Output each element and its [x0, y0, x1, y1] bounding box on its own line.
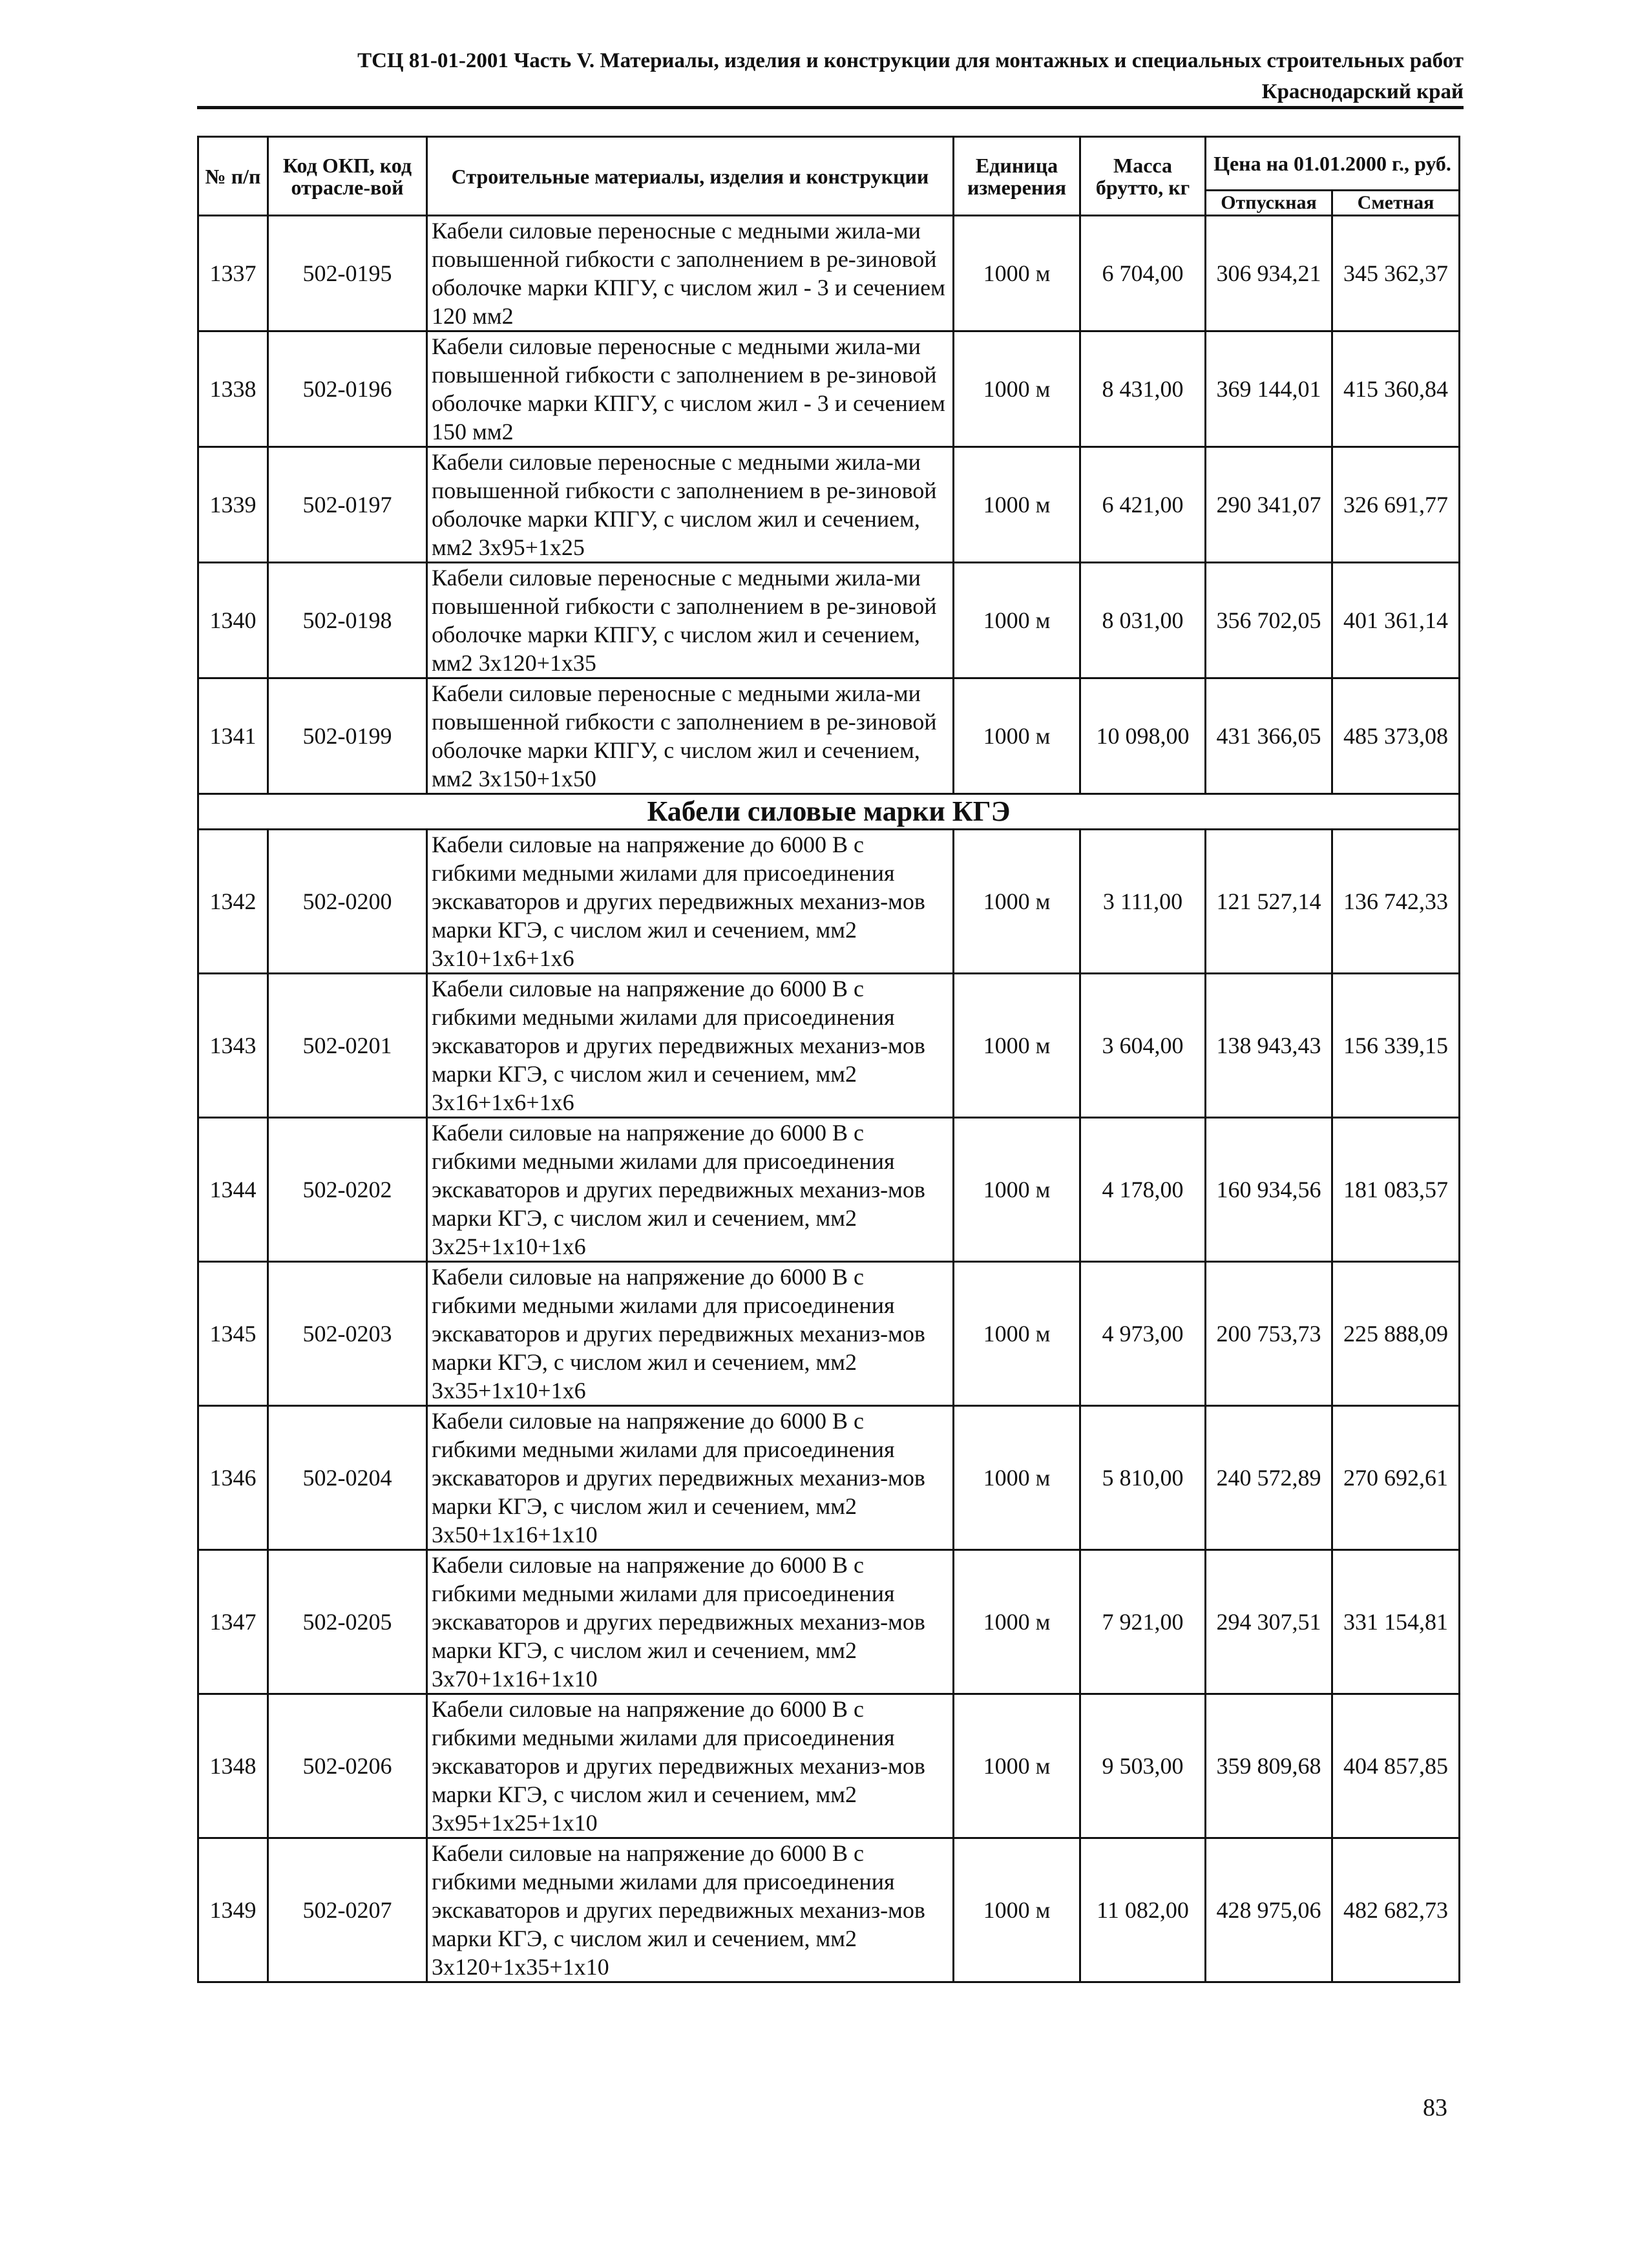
okp-code: 502-0197 — [268, 447, 427, 563]
page-number: 83 — [1423, 2094, 1447, 2121]
section-row — [198, 794, 1460, 830]
material-description: Кабели силовые переносные с медными жила-ми повышенной гибкости с заполнением в ре-зиновой оболочке марки КПГУ, с числом жил - 3 и сечением 150 мм2 — [427, 331, 954, 447]
okp-code: 502-0203 — [268, 1262, 427, 1406]
table-row — [198, 216, 1460, 331]
row-number: 1347 — [198, 1550, 268, 1694]
gross-mass: 6 421,00 — [1080, 447, 1206, 563]
table-row — [198, 1694, 1460, 1838]
okp-code: 502-0207 — [268, 1838, 427, 1982]
table-header-row — [198, 137, 1460, 191]
estimate-price: 404 857,85 — [1332, 1694, 1460, 1838]
table-row — [198, 563, 1460, 678]
table-body-kge — [198, 830, 1460, 1982]
unit-of-measure: 1000 м — [954, 1262, 1080, 1406]
page-header — [197, 45, 1464, 107]
unit-of-measure: 1000 м — [954, 678, 1080, 794]
material-description: Кабели силовые на напряжение до 6000 В с гибкими медными жилами для присоединения экскаваторов и других передвижных механиз-мов марки КГЭ, с числом жил и сечением, мм2 3х35+1х10+1х6 — [427, 1262, 954, 1406]
okp-code: 502-0201 — [268, 974, 427, 1118]
release-price: 431 366,05 — [1206, 678, 1332, 794]
gross-mass: 4 178,00 — [1080, 1118, 1206, 1262]
release-price: 306 934,21 — [1206, 216, 1332, 331]
table-row — [198, 830, 1460, 974]
col-header-desc: Строительные материалы, изделия и конструкции — [427, 137, 954, 216]
release-price: 121 527,14 — [1206, 830, 1332, 974]
gross-mass: 9 503,00 — [1080, 1694, 1206, 1838]
material-description: Кабели силовые на напряжение до 6000 В с гибкими медными жилами для присоединения экскаваторов и других передвижных механиз-мов марки КГЭ, с числом жил и сечением, мм2 3х16+1х6+1х6 — [427, 974, 954, 1118]
header-title: ТСЦ 81-01-2001 Часть V. Материалы, изделия и конструкции для монтажных и специальных строительных работ — [357, 49, 1464, 72]
row-number: 1341 — [198, 678, 268, 794]
row-number: 1349 — [198, 1838, 268, 1982]
unit-of-measure: 1000 м — [954, 1550, 1080, 1694]
gross-mass: 11 082,00 — [1080, 1838, 1206, 1982]
estimate-price: 345 362,37 — [1332, 216, 1460, 331]
okp-code: 502-0205 — [268, 1550, 427, 1694]
material-description: Кабели силовые на напряжение до 6000 В с гибкими медными жилами для присоединения экскаваторов и других передвижных механиз-мов марки КГЭ, с числом жил и сечением, мм2 3х10+1х6+1х6 — [427, 830, 954, 974]
okp-code: 502-0195 — [268, 216, 427, 331]
unit-of-measure: 1000 м — [954, 1406, 1080, 1550]
col-header-num: № п/п — [198, 137, 268, 216]
row-number: 1348 — [198, 1694, 268, 1838]
estimate-price: 482 682,73 — [1332, 1838, 1460, 1982]
row-number: 1346 — [198, 1406, 268, 1550]
estimate-price: 331 154,81 — [1332, 1550, 1460, 1694]
table-row — [198, 678, 1460, 794]
gross-mass: 3 111,00 — [1080, 830, 1206, 974]
gross-mass: 6 704,00 — [1080, 216, 1206, 331]
gross-mass: 4 973,00 — [1080, 1262, 1206, 1406]
material-description: Кабели силовые переносные с медными жила-ми повышенной гибкости с заполнением в ре-зиновой оболочке марки КПГУ, с числом жил и сечением, мм2 3х120+1х35 — [427, 563, 954, 678]
release-price: 200 753,73 — [1206, 1262, 1332, 1406]
row-number: 1340 — [198, 563, 268, 678]
material-description: Кабели силовые переносные с медными жила-ми повышенной гибкости с заполнением в ре-зиновой оболочке марки КПГУ, с числом жил - 3 и сечением 120 мм2 — [427, 216, 954, 331]
gross-mass: 8 031,00 — [1080, 563, 1206, 678]
unit-of-measure: 1000 м — [954, 216, 1080, 331]
row-number: 1342 — [198, 830, 268, 974]
table-row — [198, 974, 1460, 1118]
material-description: Кабели силовые переносные с медными жила-ми повышенной гибкости с заполнением в ре-зиновой оболочке марки КПГУ, с числом жил и сечением, мм2 3х150+1х50 — [427, 678, 954, 794]
okp-code: 502-0200 — [268, 830, 427, 974]
okp-code: 502-0198 — [268, 563, 427, 678]
release-price: 356 702,05 — [1206, 563, 1332, 678]
release-price: 359 809,68 — [1206, 1694, 1332, 1838]
gross-mass: 8 431,00 — [1080, 331, 1206, 447]
row-number: 1344 — [198, 1118, 268, 1262]
section-title: Кабели силовые марки КГЭ — [198, 794, 1460, 830]
table-row — [198, 447, 1460, 563]
estimate-price: 270 692,61 — [1332, 1406, 1460, 1550]
release-price: 290 341,07 — [1206, 447, 1332, 563]
unit-of-measure: 1000 м — [954, 830, 1080, 974]
estimate-price: 225 888,09 — [1332, 1262, 1460, 1406]
col-header-estimate-price: Сметная — [1332, 191, 1460, 216]
price-table — [197, 136, 1460, 1983]
estimate-price: 401 361,14 — [1332, 563, 1460, 678]
header-region: Краснодарский край — [1261, 80, 1464, 103]
release-price: 428 975,06 — [1206, 1838, 1332, 1982]
unit-of-measure: 1000 м — [954, 1118, 1080, 1262]
gross-mass: 5 810,00 — [1080, 1406, 1206, 1550]
table-row — [198, 1838, 1460, 1982]
gross-mass: 7 921,00 — [1080, 1550, 1206, 1694]
release-price: 160 934,56 — [1206, 1118, 1332, 1262]
unit-of-measure: 1000 м — [954, 331, 1080, 447]
table-section — [198, 794, 1460, 830]
estimate-price: 326 691,77 — [1332, 447, 1460, 563]
table-row — [198, 1262, 1460, 1406]
okp-code: 502-0204 — [268, 1406, 427, 1550]
col-header-release-price: Отпускная — [1206, 191, 1332, 216]
unit-of-measure: 1000 м — [954, 447, 1080, 563]
estimate-price: 415 360,84 — [1332, 331, 1460, 447]
unit-of-measure: 1000 м — [954, 563, 1080, 678]
gross-mass: 10 098,00 — [1080, 678, 1206, 794]
okp-code: 502-0206 — [268, 1694, 427, 1838]
material-description: Кабели силовые переносные с медными жила-ми повышенной гибкости с заполнением в ре-зиновой оболочке марки КПГУ, с числом жил и сечением, мм2 3х95+1х25 — [427, 447, 954, 563]
release-price: 294 307,51 — [1206, 1550, 1332, 1694]
release-price: 369 144,01 — [1206, 331, 1332, 447]
col-header-code: Код ОКП, код отрасле-вой — [268, 137, 427, 216]
estimate-price: 181 083,57 — [1332, 1118, 1460, 1262]
okp-code: 502-0199 — [268, 678, 427, 794]
material-description: Кабели силовые на напряжение до 6000 В с гибкими медными жилами для присоединения экскаваторов и других передвижных механиз-мов марки КГЭ, с числом жил и сечением, мм2 3х70+1х16+1х10 — [427, 1550, 954, 1694]
gross-mass: 3 604,00 — [1080, 974, 1206, 1118]
release-price: 240 572,89 — [1206, 1406, 1332, 1550]
okp-code: 502-0202 — [268, 1118, 427, 1262]
table-row — [198, 1118, 1460, 1262]
table-row — [198, 1406, 1460, 1550]
unit-of-measure: 1000 м — [954, 974, 1080, 1118]
table-row — [198, 1550, 1460, 1694]
row-number: 1343 — [198, 974, 268, 1118]
row-number: 1338 — [198, 331, 268, 447]
estimate-price: 136 742,33 — [1332, 830, 1460, 974]
estimate-price: 156 339,15 — [1332, 974, 1460, 1118]
row-number: 1339 — [198, 447, 268, 563]
material-description: Кабели силовые на напряжение до 6000 В с гибкими медными жилами для присоединения экскаваторов и других передвижных механиз-мов марки КГЭ, с числом жил и сечением, мм2 3х25+1х10+1х6 — [427, 1118, 954, 1262]
header-divider — [197, 106, 1464, 109]
unit-of-measure: 1000 м — [954, 1838, 1080, 1982]
row-number: 1345 — [198, 1262, 268, 1406]
estimate-price: 485 373,08 — [1332, 678, 1460, 794]
col-header-price: Цена на 01.01.2000 г., руб. — [1206, 137, 1460, 191]
material-description: Кабели силовые на напряжение до 6000 В с гибкими медными жилами для присоединения экскаваторов и других передвижных механиз-мов марки КГЭ, с числом жил и сечением, мм2 3х50+1х16+1х10 — [427, 1406, 954, 1550]
table-row — [198, 331, 1460, 447]
unit-of-measure: 1000 м — [954, 1694, 1080, 1838]
col-header-unit: Единица измерения — [954, 137, 1080, 216]
table-body-kpgu — [198, 216, 1460, 794]
material-description: Кабели силовые на напряжение до 6000 В с гибкими медными жилами для присоединения экскаваторов и других передвижных механиз-мов марки КГЭ, с числом жил и сечением, мм2 3х120+1х35+1х10 — [427, 1838, 954, 1982]
material-description: Кабели силовые на напряжение до 6000 В с гибкими медными жилами для присоединения экскаваторов и других передвижных механиз-мов марки КГЭ, с числом жил и сечением, мм2 3х95+1х25+1х10 — [427, 1694, 954, 1838]
col-header-mass: Масса брутто, кг — [1080, 137, 1206, 216]
okp-code: 502-0196 — [268, 331, 427, 447]
release-price: 138 943,43 — [1206, 974, 1332, 1118]
row-number: 1337 — [198, 216, 268, 331]
